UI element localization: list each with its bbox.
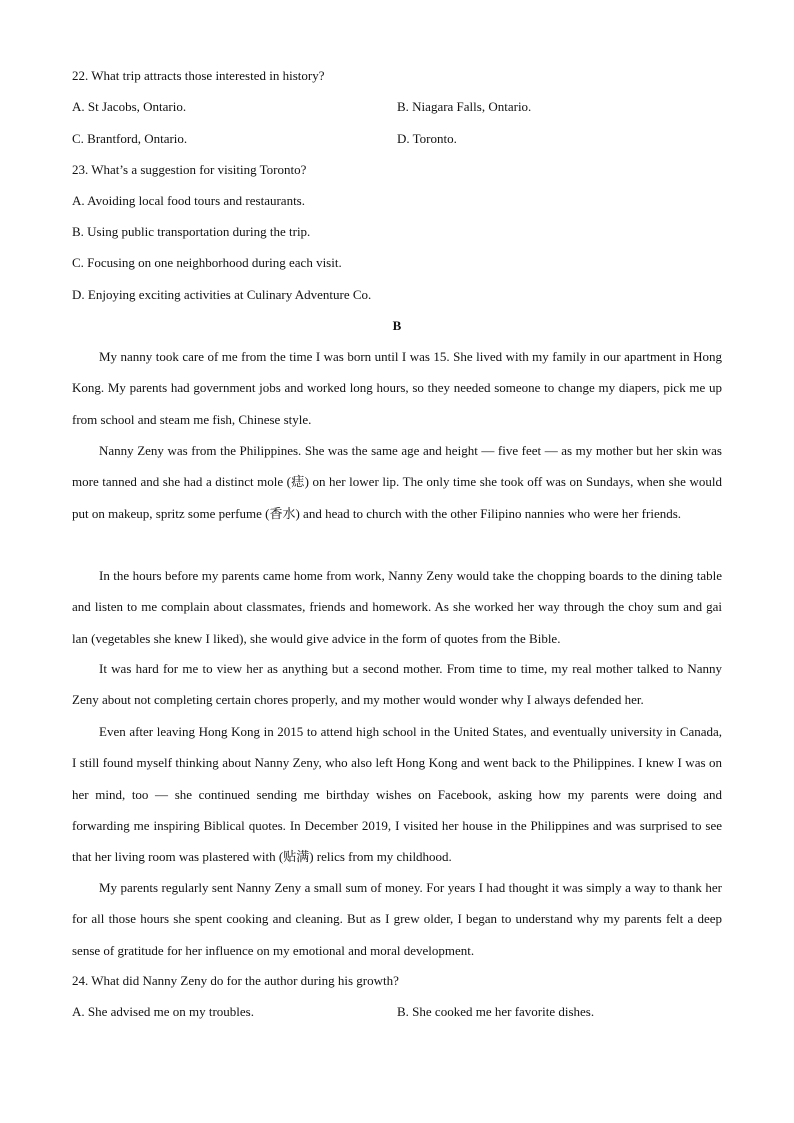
question-22: 22. What trip attracts those interested in history? <box>72 68 325 83</box>
q22-option-a: A. St Jacobs, Ontario. <box>72 99 187 114</box>
passage-paragraph-3: In the hours before my parents came home from work, Nanny Zeny would take the chopping boards to the dining table and listen to me complain about classmates, friends and homework. As she worked her way through the choy sum and gai lan (vegetables she knew I liked), she would give advice in the form of quotes from the Bible. <box>72 568 722 646</box>
passage-paragraph-6: My parents regularly sent Nanny Zeny a small sum of money. For years I had thought it was simply a way to thank her for all those hours she spent cooking and cleaning. But as I grew older, I began to understand why my parents felt a deep sense of gratitude for her influence on my emotional and moral development. <box>72 880 722 958</box>
q24-option-b: B. She cooked me her favorite dishes. <box>397 1004 595 1019</box>
passage-paragraph-2: Nanny Zeny was from the Philippines. She was the same age and height — five feet — as my mother but her skin was more tanned and she had a distinct mole (痣) on her lower lip. The only time she took off was on Sundays, when she would put on makeup, spritz some perfume (香水) and head to church with the other Filipino nannies who were her friends. <box>72 443 722 521</box>
q23-option-c: C. Focusing on one neighborhood during each visit. <box>72 255 342 270</box>
passage-paragraph-5: Even after leaving Hong Kong in 2015 to attend high school in the United States, and eventually university in Canada, I still found myself thinking about Nanny Zeny, who also left Hong Kong and went back to the Philippines. I knew I was on her mind, too — she continued sending me birthday wishes on Facebook, asking how my parents were doing and forwarding me inspiring Biblical quotes. In December 2019, I visited her house in the Philippines and was surprised to see that her living room was plastered with (贴满) relics from my childhood. <box>72 724 722 865</box>
section-b-title: B <box>392 318 402 333</box>
q23-option-b: B. Using public transportation during the trip. <box>72 224 311 239</box>
question-23: 23. What’s a suggestion for visiting Toronto? <box>72 162 307 177</box>
q23-option-d: D. Enjoying exciting activities at Culinary Adventure Co. <box>72 287 372 302</box>
q22-option-b: B. Niagara Falls, Ontario. <box>397 99 532 114</box>
passage-paragraph-4: It was hard for me to view her as anything but a second mother. From time to time, my real mother talked to Nanny Zeny about not completing certain chores properly, and my mother would wonder why I always defended her. <box>72 661 722 708</box>
question-24: 24. What did Nanny Zeny do for the author during his growth? <box>72 973 399 988</box>
q23-option-a: A. Avoiding local food tours and restaurants. <box>72 193 305 208</box>
passage-paragraph-1: My nanny took care of me from the time I was born until I was 15. She lived with my family in our apartment in Hong Kong. My parents had government jobs and worked long hours, so they needed someone to change my diapers, pick me up from school and steam me fish, Chinese style. <box>72 349 722 427</box>
q22-option-c: C. Brantford, Ontario. <box>72 131 188 146</box>
q22-option-d: D. Toronto. <box>397 131 457 146</box>
q24-option-a: A. She advised me on my troubles. <box>72 1004 254 1019</box>
